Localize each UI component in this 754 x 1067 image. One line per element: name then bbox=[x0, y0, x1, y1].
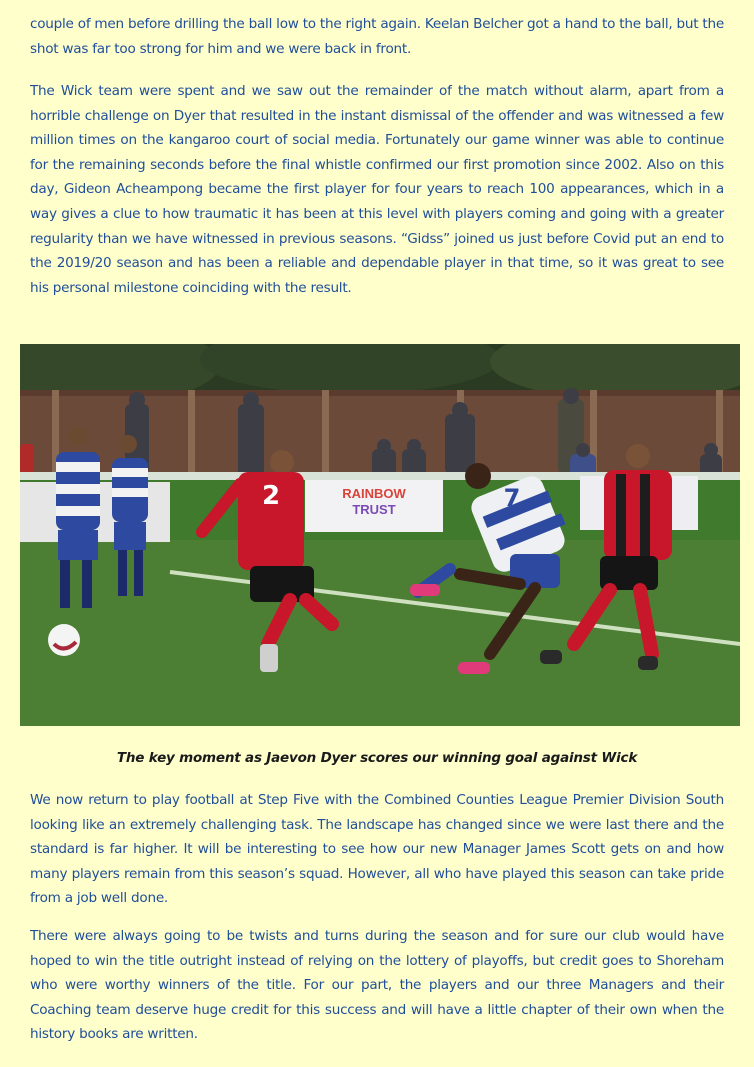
article-paragraph-1: couple of men before drilling the ball low to the right again. Keelan Belcher got a hand to the ball, but the shot was far too strong for him and we were back in front. bbox=[30, 16, 724, 57]
match-photo bbox=[20, 344, 740, 726]
banner-line-1: RAINBOW bbox=[342, 486, 406, 501]
rainbow-trust-banner bbox=[305, 480, 443, 532]
photo-caption: The key moment as Jaevon Dyer scores our winning goal against Wick bbox=[116, 750, 638, 766]
banner-line-2: TRUST bbox=[352, 502, 396, 517]
article-paragraph-3: We now return to play football at Step Five with the Combined Counties League Premier Division South looking like an extremely challenging task. The landscape has changed since we were last there and the standard is far higher. It will be interesting to see how our new Manager James Scott gets on and how many players remain from this season’s squad. However, all who have played this season can take pride from a job well done. bbox=[30, 792, 724, 907]
shirt-number-2: 2 bbox=[261, 481, 281, 511]
article-paragraph-4: There were always going to be twists and turns during the season and for sure our club would have hoped to win the title outright instead of relying on the lottery of playoffs, but credit goes to Shoreham who were worthy winners of the title. For our part, the players and our three Managers and their Coaching team deserve huge credit for this success and will have a little chapter of their own when the history books are written. bbox=[30, 928, 724, 1043]
shirt-number-7: 7 bbox=[503, 484, 521, 512]
football bbox=[48, 624, 80, 656]
article-paragraph-2: The Wick team were spent and we saw out the remainder of the match without alarm, apart from a horrible challenge on Dyer that resulted in the instant dismissal of the offender and was witnessed a few million times on the kangaroo court of social media. Fortunately our game winner was able to continue for the remaining seconds before the final whistle confirmed our first promotion since 2002. Also on this day, Gideon Acheampong became the first player for four years to reach 100 appearances, which in a way gives a clue to how traumatic it has been at this level with players coming and going with a greater regularity than we have witnessed in previous seasons. “Gidss” joined us just before Covid put an end to the 2019/20 season and has been a reliable and dependable player in that time, so it was great to see his personal milestone coinciding with the result. bbox=[30, 83, 724, 296]
